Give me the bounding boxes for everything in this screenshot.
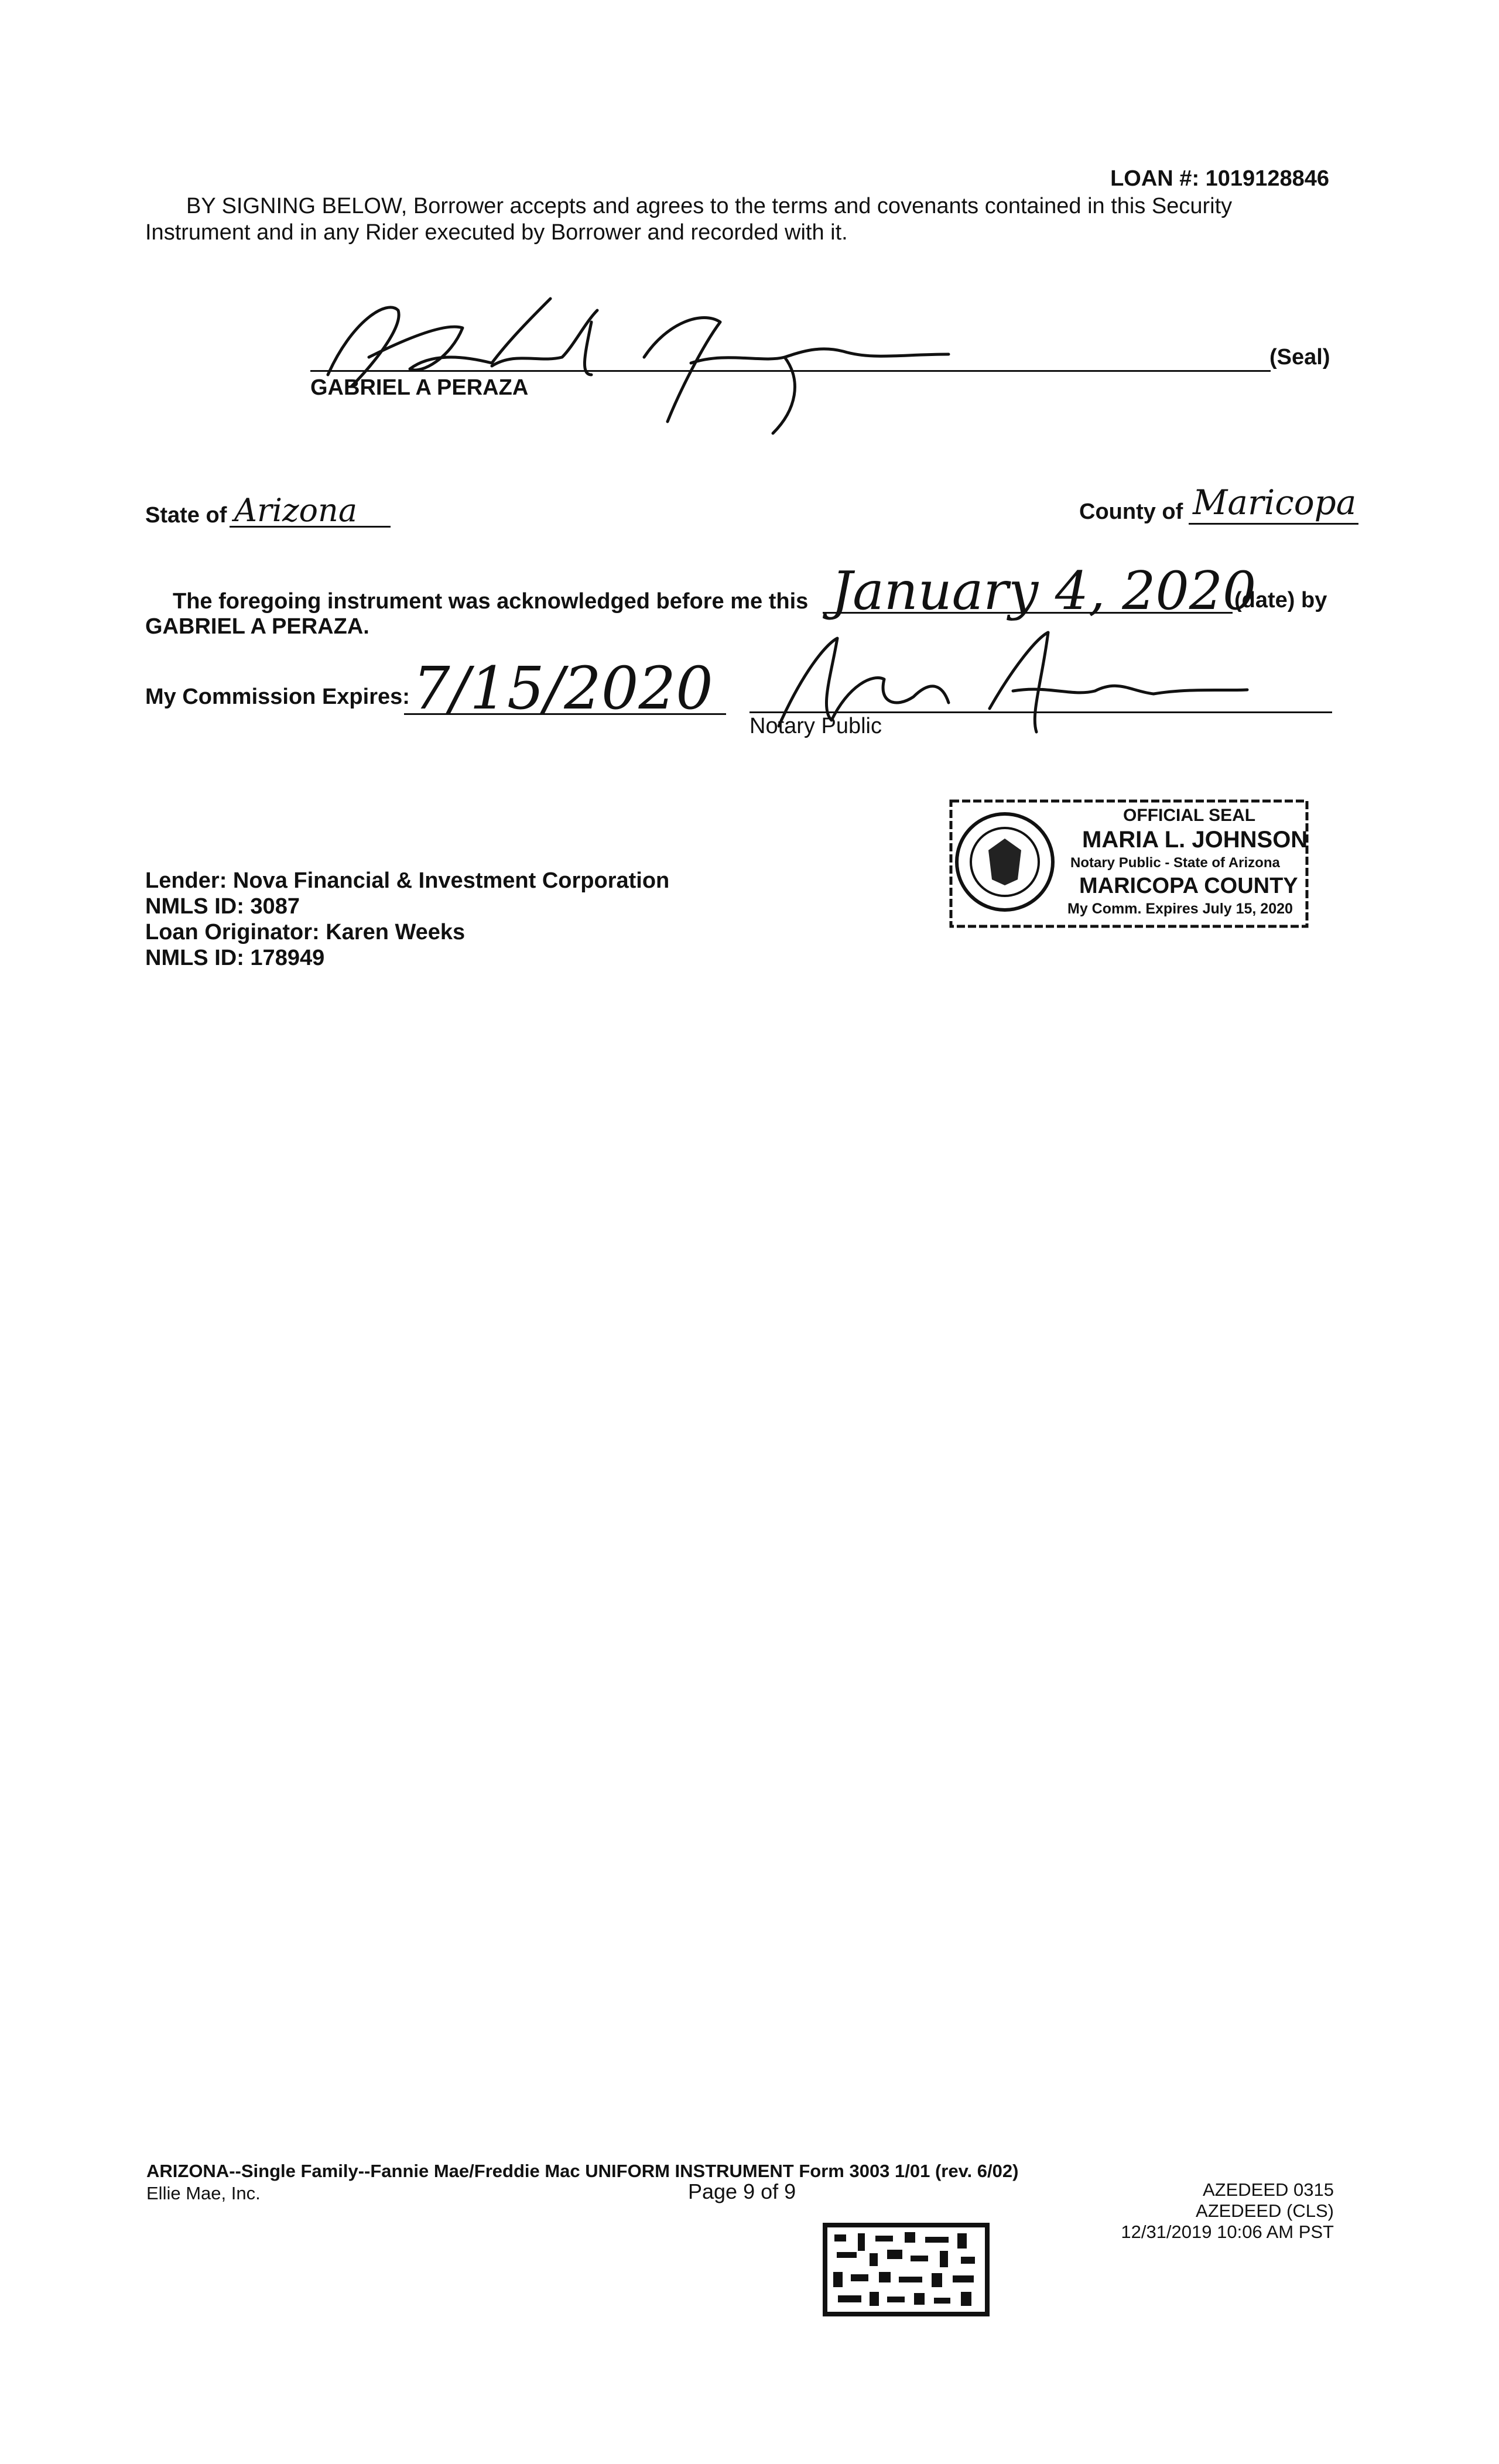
seal-label: (Seal): [1269, 345, 1330, 369]
lender-line: Lender: Nova Financial & Investment Corporation: [145, 868, 670, 893]
svg-text:Arizona: Arizona: [234, 492, 358, 529]
state-label: State of: [145, 503, 227, 528]
svg-text:7/15/2020: 7/15/2020: [413, 654, 713, 723]
stamp-county: MARICOPA COUNTY: [1079, 874, 1298, 898]
footer-page: Page 9 of 9: [688, 2179, 796, 2203]
footer-timestamp: 12/31/2019 10:06 AM PST: [1121, 2222, 1334, 2242]
stamp-expires: My Comm. Expires July 15, 2020: [1067, 901, 1293, 917]
originator-nmls: NMLS ID: 178949: [145, 946, 325, 970]
notary-stamp: [947, 798, 1310, 932]
notary-public-label: Notary Public: [750, 714, 882, 738]
borrower-name: GABRIEL A PERAZA: [310, 375, 529, 400]
stamp-name: MARIA L. JOHNSON: [1082, 827, 1308, 853]
commission-handwriting: [410, 644, 713, 723]
svg-text:Maricopa: Maricopa: [1193, 482, 1357, 522]
footer-form-line: ARIZONA--Single Family--Fannie Mae/Freddie Mac UNIFORM INSTRUMENT Form 3003 1/01 (rev. 6/02): [146, 2161, 1019, 2181]
lender-nmls: NMLS ID: 3087: [145, 894, 300, 919]
loan-label: LOAN #:: [1110, 166, 1200, 191]
footer-vendor: Ellie Mae, Inc.: [146, 2183, 261, 2203]
svg-text:January 4, 2020: January 4, 2020: [831, 560, 1257, 622]
ack-date-handwriting: [820, 550, 1257, 627]
barcode-image: [823, 2223, 990, 2316]
ack-date-suffix: (date) by: [1234, 588, 1327, 612]
footer-code-1: AZEDEED 0315: [1203, 2179, 1334, 2200]
loan-number: 1019128846: [1205, 166, 1329, 191]
county-handwriting: [1192, 480, 1367, 524]
intro-line-1: BY SIGNING BELOW, Borrower accepts and agrees to the terms and covenants contained in this Security: [186, 194, 1233, 218]
loan-number-line: [1110, 166, 1329, 191]
commission-label: My Commission Expires:: [145, 685, 410, 709]
acknowledgment-text: The foregoing instrument was acknowledged before me this: [173, 589, 809, 614]
ack-person: GABRIEL A PERAZA.: [145, 614, 369, 639]
originator-line: Loan Originator: Karen Weeks: [145, 920, 466, 944]
borrower-signature: [316, 287, 1019, 451]
footer-code-2: AZEDEED (CLS): [1196, 2201, 1334, 2221]
stamp-title: OFFICIAL SEAL: [1123, 806, 1256, 825]
stamp-line2: Notary Public - State of Arizona: [1070, 855, 1280, 871]
state-handwriting: [231, 489, 395, 530]
county-label: County of: [1079, 499, 1183, 524]
intro-line-2: Instrument and in any Rider executed by Borrower and recorded with it.: [145, 220, 848, 245]
borrower-signature-line: [310, 370, 1271, 372]
